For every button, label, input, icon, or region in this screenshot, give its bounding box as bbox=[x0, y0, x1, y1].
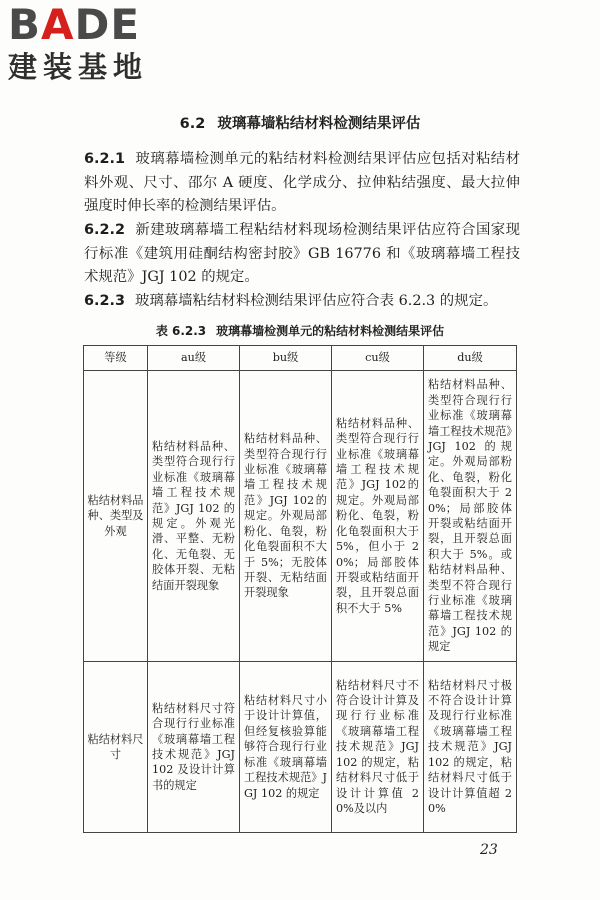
table-row-appearance bbox=[84, 371, 517, 662]
header-bu: bu级 bbox=[240, 346, 332, 371]
section-heading bbox=[0, 112, 600, 133]
cell-du: 粘结材料尺寸极不符合设计计算及现行行业标准《玻璃幕墙工程技术规范》JGJ 102 的规定，粘结材料尺寸低于设计计算值超 20% bbox=[424, 662, 517, 833]
table-number: 表 6.2.3 bbox=[155, 324, 207, 338]
brand-logo bbox=[8, 2, 183, 84]
logo-subtitle: 建装基地 bbox=[8, 50, 149, 84]
header-cu: cu级 bbox=[332, 346, 424, 371]
cell-du: 粘结材料品种、类型符合现行行业标准《玻璃幕墙工程技术规范》JGJ 102 的规定。外观局部粉化、龟裂，粉化龟裂面积大于 20%；局部胶体开裂或粘结面开裂，且开裂总面积大于 5%。或粘结材料品种、类型不符合现行行业标准《玻璃幕墙工程技术规范》JGJ 102 的规定 bbox=[424, 371, 517, 662]
table-row-dimension bbox=[84, 662, 517, 833]
cell-cu: 粘结材料尺寸不符合设计计算及现行行业标准《玻璃幕墙工程技术规范》JGJ 102 的规定，粘结材料尺寸低于设计计算值 20%及以内 bbox=[332, 662, 424, 833]
cell-bu: 粘结材料品种、类型符合现行行业标准《玻璃幕墙工程技术规范》JGJ 102的规定。外观局部粉化、龟裂，粉化龟裂面积不大于 5%；无胶体开裂、无粘结面开裂现象 bbox=[240, 371, 332, 662]
page-number: 23 bbox=[480, 842, 498, 858]
header-au: au级 bbox=[148, 346, 240, 371]
header-grade: 等级 bbox=[84, 346, 148, 371]
header-du: du级 bbox=[424, 346, 517, 371]
clause-6-2-1 bbox=[84, 148, 520, 219]
cell-cu: 粘结材料品种、类型符合现行行业标准《玻璃幕墙工程技术规范》JGJ 102的规定。外观局部粉化、龟裂，粉化龟裂面积大于 5%，但小于 20%；局部胶体开裂或粘结面开裂，且开裂总面积不大于 5% bbox=[332, 371, 424, 662]
clause-number: 6.2.3 bbox=[84, 293, 125, 309]
logo-accent-letter: A bbox=[41, 0, 75, 49]
clause-6-2-3 bbox=[84, 290, 520, 314]
evaluation-table bbox=[83, 345, 517, 833]
clause-6-2-2 bbox=[84, 219, 520, 290]
cell-au: 粘结材料品种、类型符合现行行业标准《玻璃幕墙工程技术规范》JGJ 102 的规定。外观光滑、平整、无粉化、无龟裂、无胶体开裂、无粘结面开裂现象 bbox=[148, 371, 240, 662]
section-title: 玻璃幕墙粘结材料检测结果评估 bbox=[217, 116, 421, 132]
clause-number: 6.2.2 bbox=[84, 222, 125, 238]
clause-number: 6.2.1 bbox=[84, 151, 125, 167]
table-title: 玻璃幕墙检测单元的粘结材料检测结果评估 bbox=[216, 324, 445, 338]
cell-au: 粘结材料尺寸符合现行行业标准《玻璃幕墙工程技术规范》JGJ 102 及设计计算书的规定 bbox=[148, 662, 240, 833]
clause-text: 玻璃幕墙检测单元的粘结材料检测结果评估应包括对粘结材料外观、尺寸、邵尔 A 硬度、化学成分、拉伸粘结强度、最大拉伸强度时伸长率的检测结果评估。 bbox=[84, 151, 520, 214]
clause-text: 新建玻璃幕墙工程粘结材料现场检测结果评估应符合国家现行标准《建筑用硅酮结构密封胶》GB 16776 和《玻璃幕墙工程技术规范》JGJ 102 的规定。 bbox=[84, 222, 520, 285]
cell-bu: 粘结材料尺寸小于设计计算值，但经复核验算能够符合现行行业标准《玻璃幕墙工程技术规范》JGJ 102 的规定 bbox=[240, 662, 332, 833]
clause-text: 玻璃幕墙粘结材料检测结果评估应符合表 6.2.3 的规定。 bbox=[134, 293, 498, 309]
section-number: 6.2 bbox=[179, 116, 206, 132]
row-label: 粘结材料品种、类型及外观 bbox=[84, 371, 148, 662]
logo-wordmark: BADE bbox=[8, 0, 141, 49]
table-caption bbox=[0, 322, 600, 339]
row-label: 粘结材料尺寸 bbox=[84, 662, 148, 833]
table-header-row bbox=[84, 346, 517, 371]
